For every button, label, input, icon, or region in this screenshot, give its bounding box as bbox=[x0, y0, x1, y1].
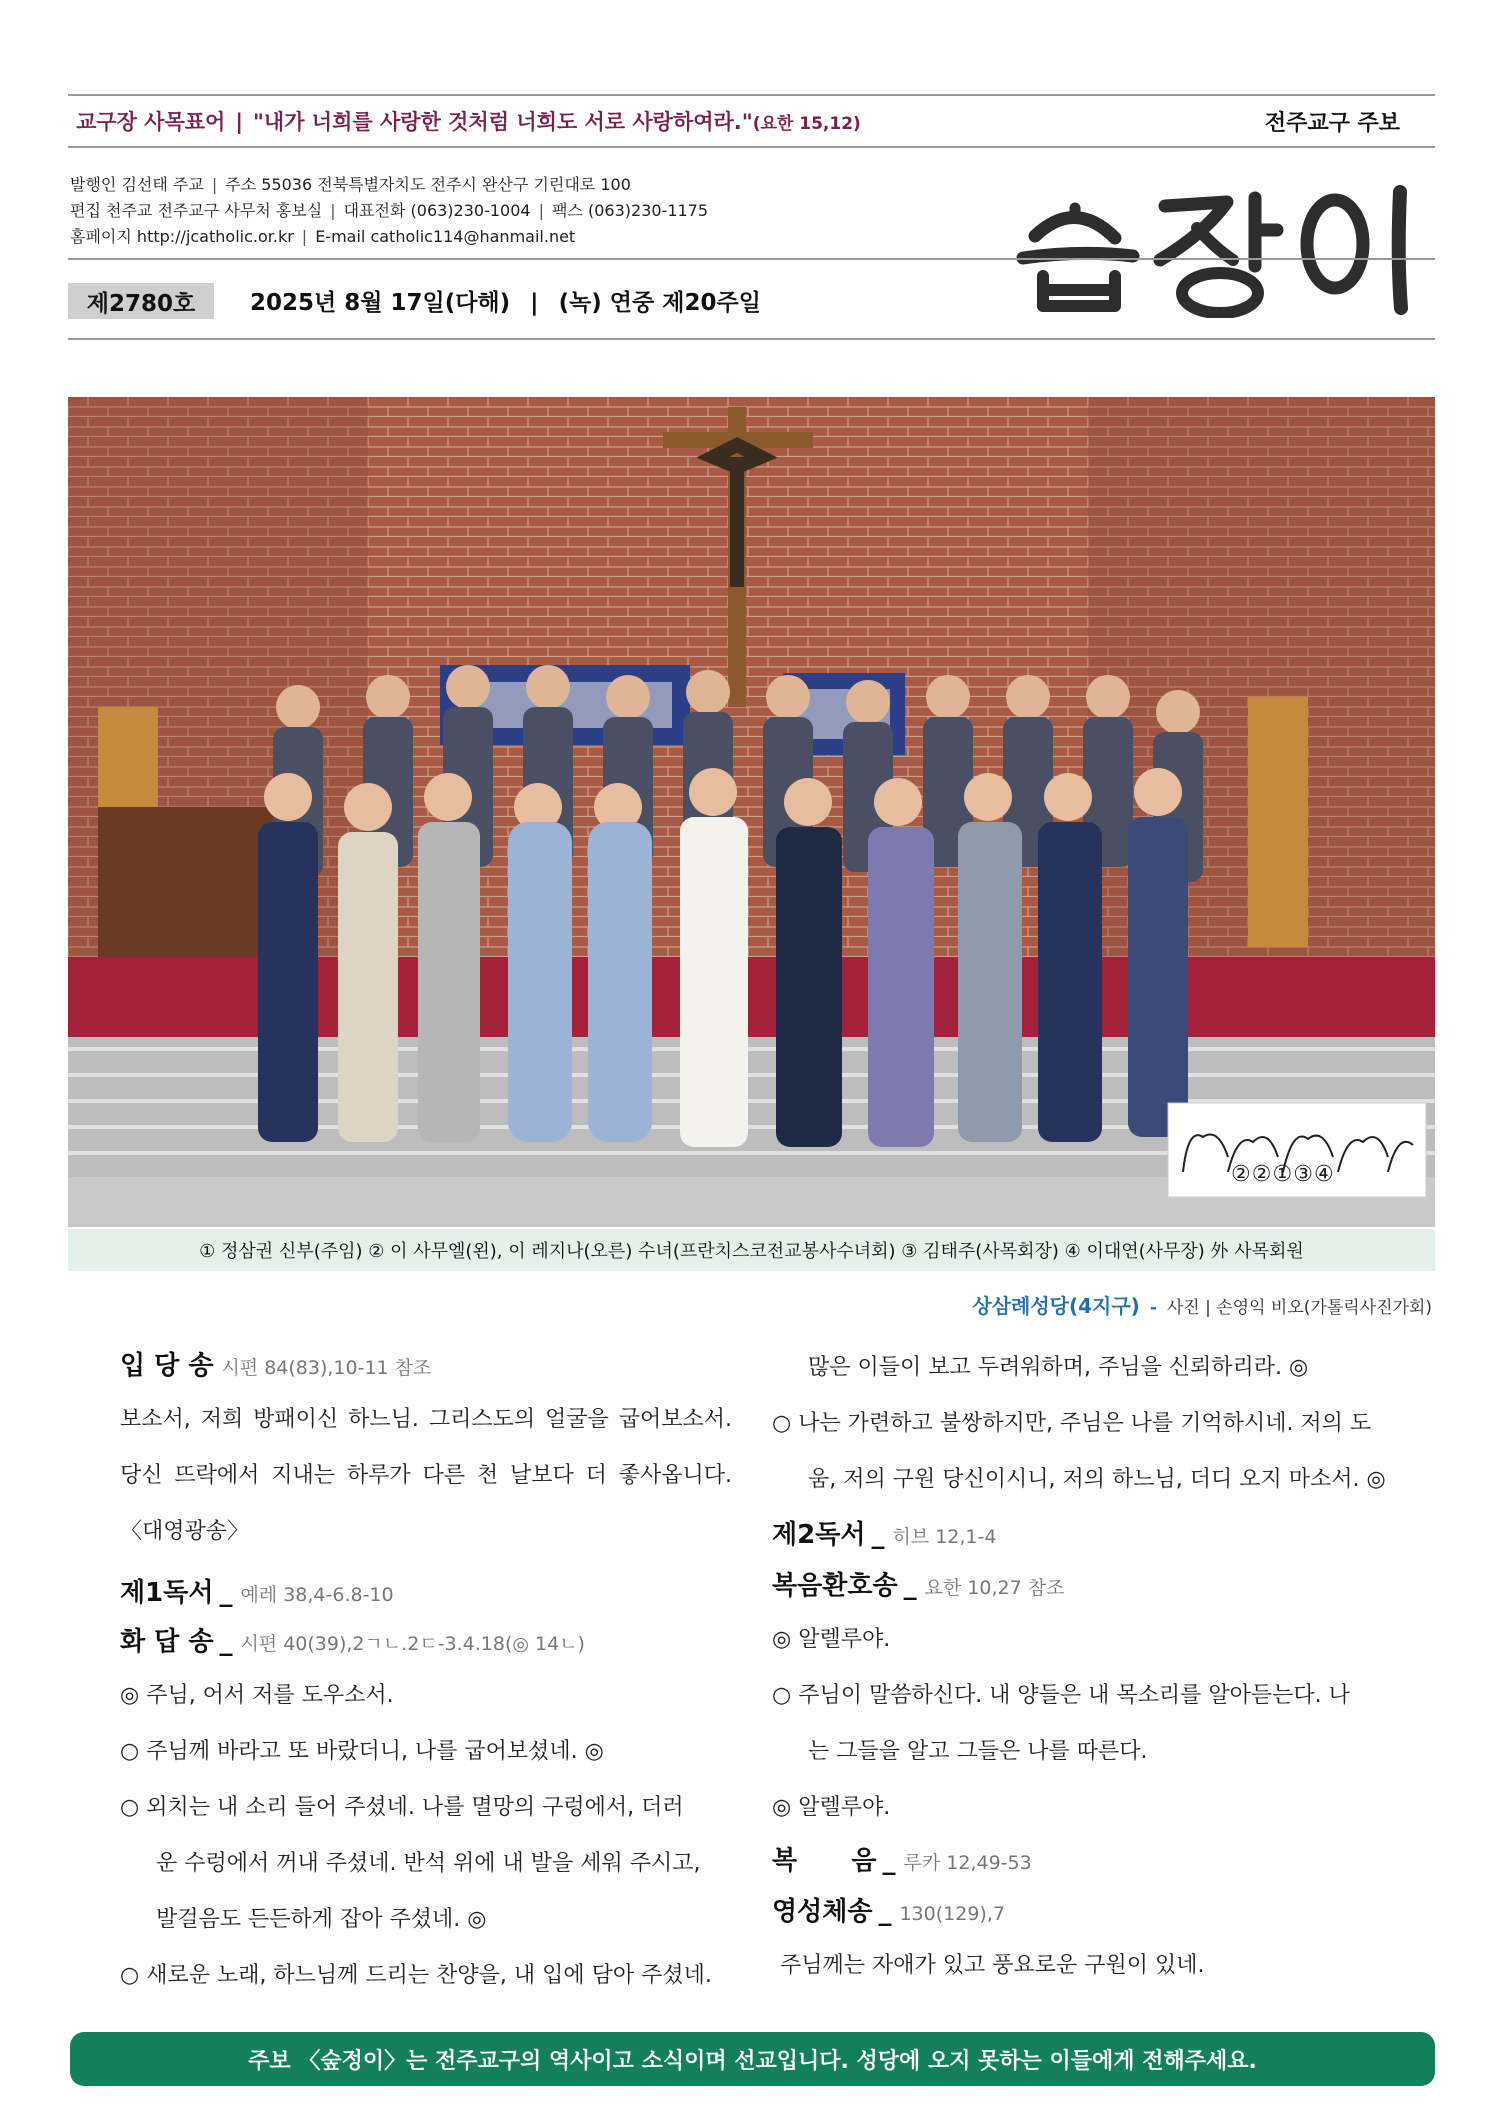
fax: (063)230-1175 bbox=[587, 201, 709, 220]
psalm-heading: 화 답 송 _ 시편 40(39),2ㄱㄴ.2ㄷ-3.4.18(◎ 14ㄴ) bbox=[120, 1627, 585, 1657]
info-rule bbox=[68, 258, 1435, 260]
homepage-label: 홈페이지 bbox=[70, 227, 132, 246]
editor: 천주교 전주교구 사무처 홍보실 bbox=[106, 201, 323, 220]
motto-label: 교구장 사목표어 bbox=[76, 110, 226, 134]
photo-legend-numbers: ②②①③④ bbox=[1231, 1162, 1335, 1187]
entrance-antiphon-heading: 입 당 송 시편 84(83),10-11 참조 bbox=[120, 1351, 432, 1381]
liturgical-week: (녹) 연중 제20주일 bbox=[558, 290, 761, 316]
issue-date: 2025년 8월 17일(다해) bbox=[250, 290, 511, 316]
top-rule bbox=[68, 94, 1435, 96]
address: 55036 전북특별자치도 전주시 완산구 기린대로 100 bbox=[261, 175, 631, 194]
address-label: 주소 bbox=[225, 175, 257, 194]
first-reading-heading: 제1독서 _ 예레 38,4-6.8-10 bbox=[120, 1578, 394, 1608]
psalm-verse-1: ○ 주님께 바라고 또 바랐더니, 나를 굽어보셨네. ◎ bbox=[120, 1739, 604, 1764]
psalm-response: ◎ 주님, 어서 저를 도우소서. bbox=[120, 1683, 394, 1708]
second-reading-heading: 제2독서 _ 히브 12,1-4 bbox=[772, 1520, 997, 1550]
psalm-verse-2c: 발걸음도 든든하게 잡아 주셨네. ◎ bbox=[156, 1907, 487, 1932]
entrance-antiphon-text: 보소서, 저희 방패이신 하느님. 그리스도의 얼굴을 굽어보소서. 당신 뜨락에서 지내는 하루가 다른 천 날보다 더 좋사옵니다.〈대영광송〉 bbox=[120, 1407, 732, 1544]
communion-heading: 영성체송 _ 130(129),7 bbox=[772, 1897, 1005, 1927]
phone-label: 대표전화 bbox=[343, 201, 406, 220]
suepjeongi-logo bbox=[1015, 178, 1415, 318]
email-label: E-mail bbox=[315, 227, 366, 246]
liturgy-left-column bbox=[120, 1345, 732, 2004]
psalm-verse-4b: 움, 저의 구원 당신이시니, 저의 하느님, 더디 오지 마소서. ◎ bbox=[808, 1467, 1386, 1492]
gospel-acclamation-heading: 복음환호송 _ 요한 10,27 참조 bbox=[772, 1571, 1065, 1601]
communion-text: 주님께는 자애가 있고 풍요로운 구원이 있네. bbox=[780, 1953, 1205, 1978]
publication-info: 발행인 김선태 주교 | 주소 55036 전북특별자치도 전주시 완산구 기린대로 100 편집 천주교 전주교구 사무처 홍보실 | 대표전화 (063)230-1004 | 팩스 (063)230-1175 홈페이지 http://jcatholic.or.kr | E-mail catholic114@hanmail.net bbox=[70, 175, 709, 246]
publisher-label: 발행인 bbox=[70, 175, 117, 194]
editor-label: 편집 bbox=[70, 201, 101, 220]
alleluia-1: ◎ 알렐루야. bbox=[772, 1627, 891, 1652]
issue-date-line: 2025년 8월 17일(다해) | (녹) 연중 제20주일 bbox=[250, 290, 761, 316]
issue-number: 제2780호 bbox=[68, 283, 214, 319]
motto-rule bbox=[68, 146, 1435, 148]
publisher: 김선태 주교 bbox=[121, 175, 204, 194]
homepage-link[interactable]: http://jcatholic.or.kr bbox=[136, 227, 294, 246]
psalm-verse-3a: ○ 새로운 노래, 하느님께 드리는 찬양을, 내 입에 담아 주셨네. bbox=[120, 1963, 712, 1988]
psalm-verse-3b: 많은 이들이 보고 두려워하며, 주님을 신뢰하리라. ◎ bbox=[808, 1355, 1309, 1380]
psalm-verse-2b: 운 수렁에서 꺼내 주셨네. 반석 위에 내 발을 세워 주시고, bbox=[156, 1851, 701, 1876]
footer-banner: 주보 〈숲정이〉는 전주교구의 역사이고 소식이며 선교입니다. 성당에 오지 못하는 이들에게 전해주세요. bbox=[70, 2032, 1435, 2086]
group-photo bbox=[68, 397, 1435, 1227]
psalm-verse-4a: ○ 나는 가련하고 불쌍하지만, 주님은 나를 기억하시네. 저의 도 bbox=[772, 1411, 1372, 1436]
fax-label: 팩스 bbox=[551, 201, 583, 220]
liturgy-right-column bbox=[772, 1340, 1384, 1994]
parish-name: 상삼례성당(4지구) bbox=[972, 1294, 1140, 1318]
photo-credit: 상삼례성당(4지구) - 사진 | 손영익 비오(가톨릭사진가회) bbox=[972, 1294, 1432, 1318]
phone: (063)230-1004 bbox=[410, 201, 531, 220]
gospel-heading: 복 음 _ 루카 12,49-53 bbox=[772, 1846, 1032, 1876]
acclamation-verse-b: 는 그들을 알고 그들은 나를 따른다. bbox=[808, 1739, 1148, 1764]
psalm-verse-2a: ○ 외치는 내 소리 들어 주셨네. 나를 멸망의 구렁에서, 더러 bbox=[120, 1795, 684, 1820]
acclamation-verse-a: ○ 주님이 말씀하신다. 내 양들은 내 목소리를 알아듣는다. 나 bbox=[772, 1683, 1350, 1708]
diocese-title: 전주교구 주보 bbox=[1264, 111, 1400, 136]
parish-group-photo-illustration bbox=[68, 397, 1435, 1227]
photographer: 사진 | 손영익 비오(가톨릭사진가회) bbox=[1166, 1298, 1432, 1318]
email-link[interactable]: catholic114@hanmail.net bbox=[370, 227, 576, 246]
motto-line: 교구장 사목표어 | "내가 너희를 사랑한 것처럼 너희도 서로 사랑하여라."(요한 15,12) bbox=[76, 110, 861, 134]
issue-rule bbox=[68, 338, 1435, 340]
alleluia-2: ◎ 알렐루야. bbox=[772, 1795, 891, 1820]
motto-quote: "내가 너희를 사랑한 것처럼 너희도 서로 사랑하여라." bbox=[252, 110, 753, 134]
photo-caption: ① 정삼권 신부(주임) ② 이 사무엘(왼), 이 레지나(오른) 수녀(프란치스코전교봉사수녀회) ③ 김태주(사목회장) ④ 이대연(사무장) 外 사목회원 bbox=[68, 1229, 1435, 1271]
motto-ref: (요한 15,12) bbox=[752, 114, 861, 134]
